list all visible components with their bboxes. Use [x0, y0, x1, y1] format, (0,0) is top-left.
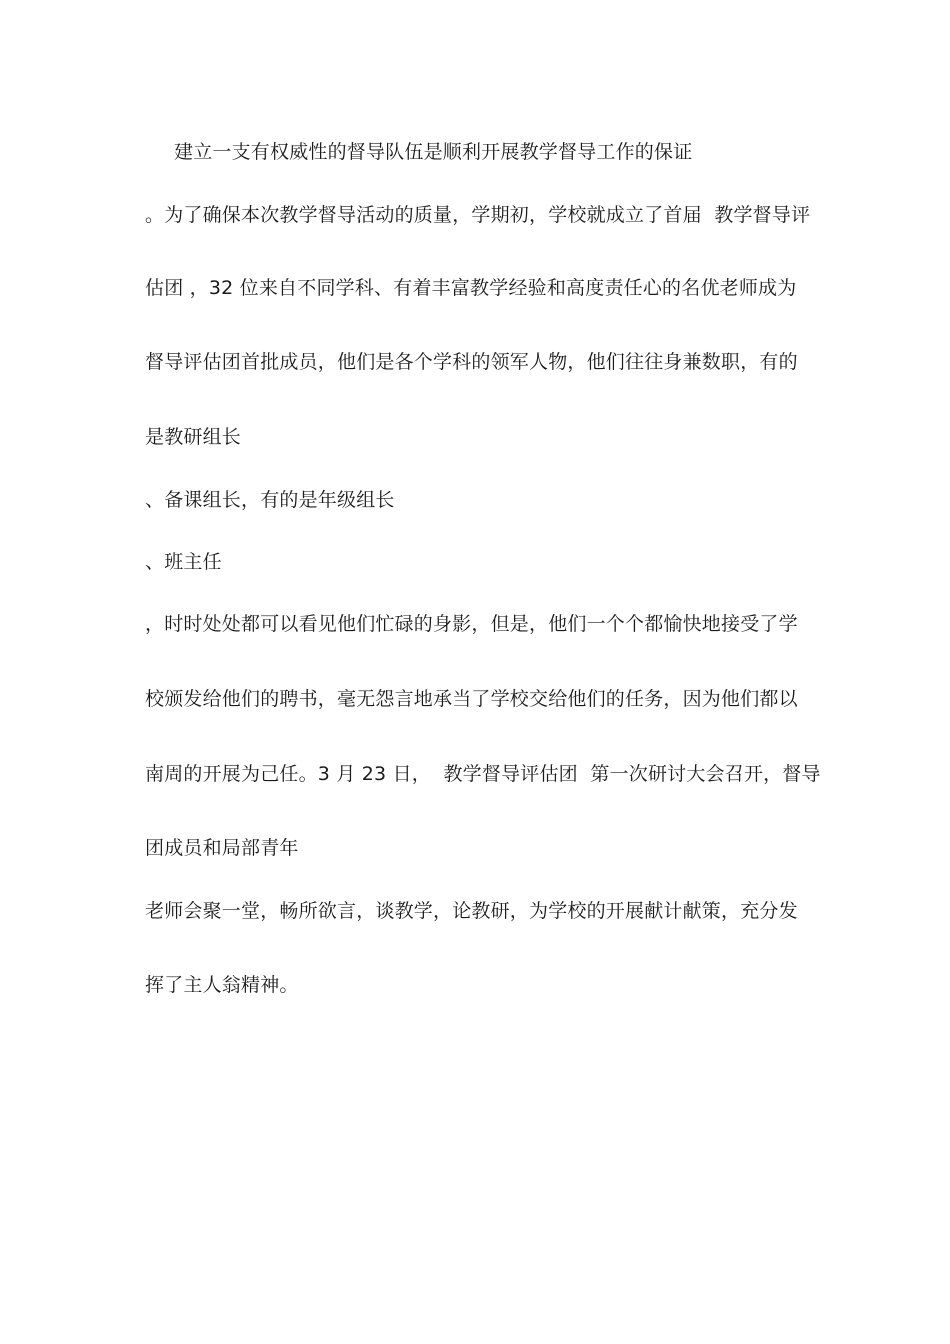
text-line: 。为了确保本次教学督导活动的质量，学期初，学校就成立了首届 教学督导评 — [145, 204, 811, 226]
text-line: 校颁发给他们的聘书，毫无怨言地承当了学校交给他们的任务，因为他们都以 — [145, 688, 798, 710]
text-line: 南周的开展为己任。3 月 23 日， 教学督导评估团 第一次研讨大会召开，督导 — [145, 763, 821, 785]
text-line: 、班主任 — [145, 551, 222, 573]
text-line: 老师会聚一堂，畅所欲言，谈教学，论教研，为学校的开展献计献策，充分发 — [145, 900, 798, 922]
text-line: ，时时处处都可以看见他们忙碌的身影，但是，他们一个个都愉快地接受了学 — [145, 613, 798, 635]
text-line: 团成员和局部青年 — [145, 837, 299, 859]
text-line: 督导评估团首批成员，他们是各个学科的领军人物，他们往往身兼数职，有的 — [145, 351, 798, 373]
text-line: 挥了主人翁精神。 — [145, 974, 299, 996]
text-line: 、备课组长，有的是年级组长 — [145, 489, 395, 511]
text-line: 建立一支有权威性的督导队伍是顺利开展教学督导工作的保证 — [174, 141, 693, 163]
text-line: 是教研组长 — [145, 426, 242, 448]
text-line: 估团 ，32 位来自不同学科、有着丰富教学经验和高度责任心的名优老师成为 — [145, 277, 797, 299]
